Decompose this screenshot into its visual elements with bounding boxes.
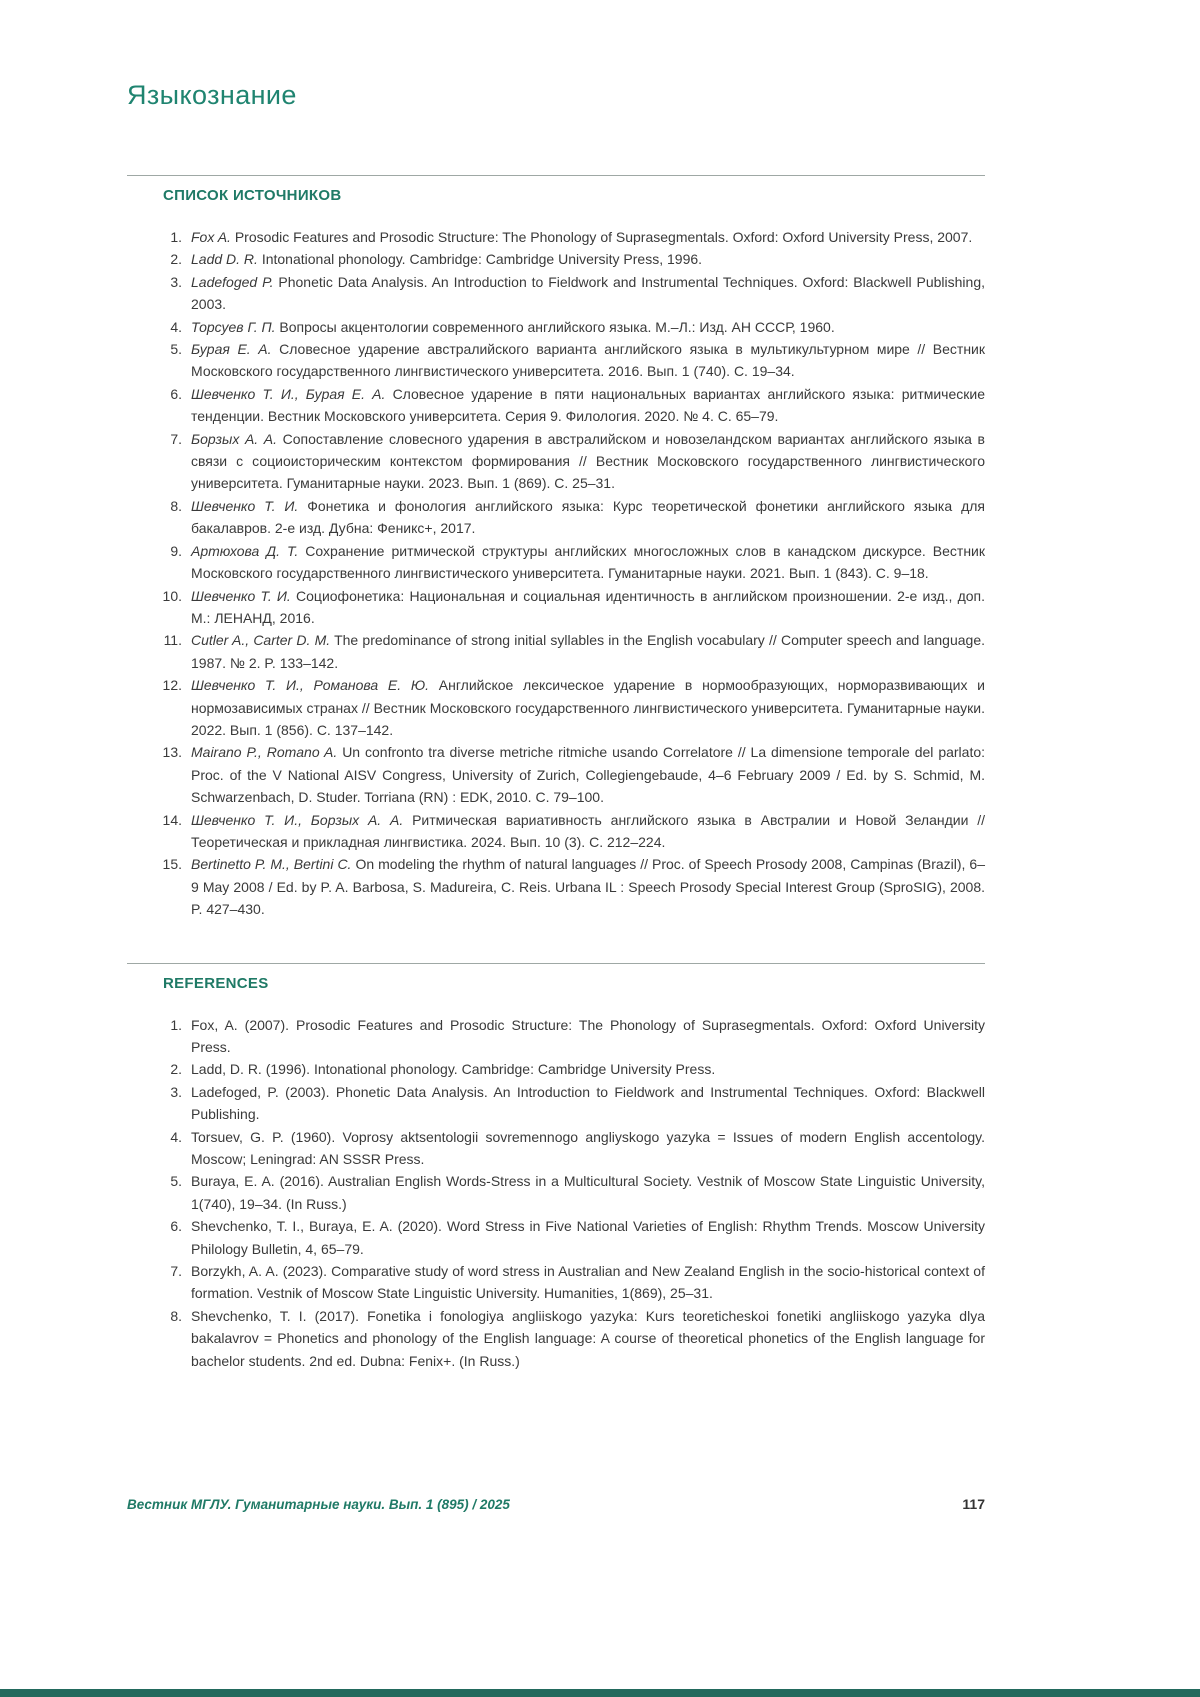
reference-authors: Шевченко Т. И., Борзых А. А. (191, 811, 404, 828)
reference-item (127, 674, 985, 741)
reference-text (191, 271, 985, 316)
reference-item (127, 1215, 985, 1260)
reference-authors: Артюхова Д. Т. (191, 542, 299, 559)
reference-item (127, 629, 985, 674)
reference-text (191, 428, 985, 495)
sources-list (127, 226, 985, 921)
reference-body: Сопоставление словесного ударения в австралийском и новозеландском вариантах английского языка в связи с социоисторическим контекстом формирования // Вестник Московского государственного лингвистического университета. Гуманитарные науки. 2023. Вып. 1 (869). С. 25–31. (191, 430, 985, 492)
reference-item (127, 741, 985, 808)
reference-number: 8. (170, 497, 182, 514)
reference-item (127, 1305, 985, 1372)
reference-authors: Бурая Е. А. (191, 341, 272, 358)
reference-number: 14. (162, 811, 182, 828)
reference-number: 1. (170, 229, 182, 245)
reference-body: Borzykh, A. A. (2023). Comparative study of word stress in Australian and New Zealand English in the socio-historical context of formation. Vestnik of Moscow State Linguistic University. Humanities, 1(869), 25–31. (191, 1263, 985, 1302)
reference-body: Prosodic Features and Prosodic Structure: The Phonology of Suprasegmentals. Oxford: Oxford University Press, 2007. (234, 229, 973, 245)
running-head: Языкознание (127, 80, 297, 110)
reference-body: Intonational phonology. Cambridge: Cambridge University Press, 1996. (261, 251, 703, 268)
reference-body: Buraya, E. A. (2016). Australian English Words-Stress in a Multicultural Society. Vestnik of Moscow State Linguistic University, 1(740), 19–34. (In Russ.) (191, 1173, 985, 1212)
reference-authors: Bertinetto P. M., Bertini C. (191, 856, 352, 873)
reference-text (191, 853, 985, 920)
reference-body: Фонетика и фонология английского языка: Курс теоретической фонетики английского языка для бакалавров. 2-е изд. Дубна: Феникс+, 2017. (191, 497, 986, 537)
reference-text (191, 226, 985, 248)
reference-authors: Шевченко Т. И., Романова Е. Ю. (191, 677, 430, 694)
reference-body: Английское лексическое ударение в нормообразующих, норморазвивающих и нормозависимых странах // Вестник Московского государственного лингвистического университета. Гуманитарные науки. 2022. Вып. 1 (856). С. 137–142. (191, 677, 985, 738)
sources-title: СПИСОК ИСТОЧНИКОВ (163, 187, 342, 204)
reference-text (191, 248, 985, 270)
reference-number: 13. (162, 744, 182, 761)
reference-item (127, 383, 985, 428)
reference-body: Fox, A. (2007). Prosodic Features and Prosodic Structure: The Phonology of Suprasegmentals. Oxford: Oxford University Press. (191, 1016, 985, 1055)
reference-item (127, 495, 985, 540)
reference-authors: Шевченко Т. И. (191, 497, 299, 514)
reference-number: 7. (170, 1263, 182, 1280)
page-content (127, 0, 985, 1372)
reference-item (127, 316, 985, 338)
reference-authors: Борзых А. А. (191, 430, 278, 447)
reference-number: 6. (170, 385, 182, 402)
reference-text (191, 383, 985, 428)
reference-item (127, 271, 985, 316)
reference-item (127, 1126, 985, 1171)
reference-text (191, 585, 985, 630)
reference-item (127, 226, 985, 248)
reference-item (127, 248, 985, 270)
reference-authors: Fox A. (191, 229, 231, 245)
reference-text (191, 316, 985, 338)
reference-item (127, 853, 985, 920)
reference-text (191, 629, 985, 674)
reference-body: The predominance of strong initial syllables in the English vocabulary // Computer speech and language. 1987. № 2. P. 133–142. (191, 632, 985, 671)
sources-section (127, 175, 985, 921)
reference-item (127, 540, 985, 585)
reference-body: Un confronto tra diverse metriche ritmiche usando Correlatore // La dimensione temporale del parlato: Proc. of the V National AISV Congress, University of Zurich, Collegiengebaude, 4–6 February 2009 / Ed. by S. Schmid, M. Schwarzenbach, D. Studer. Torriana (RN) : EDK, 2010. C. 79–100. (191, 744, 986, 806)
reference-authors: Ladd D. R. (191, 251, 258, 268)
reference-number: 4. (170, 1128, 182, 1145)
reference-body: Shevchenko, T. I., Buraya, E. A. (2020). Word Stress in Five National Varieties of English: Rhythm Trends. Moscow University Philology Bulletin, 4, 65–79. (191, 1218, 985, 1257)
reference-item (127, 338, 985, 383)
reference-body: Сохранение ритмической структуры английских многосложных слов в канадском дискурсе. Вестник Московского государственного лингвистического университета. Гуманитарные науки. 2021. Вып. 1 (843). С. 9–18. (191, 542, 985, 582)
reference-number: 10. (162, 587, 182, 604)
reference-number: 5. (170, 1173, 182, 1190)
references-list (127, 1014, 985, 1373)
reference-number: 3. (170, 1083, 182, 1100)
reference-item (127, 1058, 985, 1080)
references-section (127, 963, 985, 1373)
reference-number: 4. (170, 318, 182, 335)
bottom-accent-bar (0, 1689, 1200, 1697)
reference-body: Словесное ударение австралийского варианта английского языка в мультикультурном мире // Вестник Московского государственного лингвистического университета. 2016. Вып. 1 (740). С. 19–34. (191, 341, 986, 380)
section-divider (127, 175, 985, 176)
footer-page-number: 117 (962, 1496, 985, 1512)
reference-body: On modeling the rhythm of natural languages // Proc. of Speech Prosody 2008, Campinas (Brazil), 6–9 May 2008 / Ed. by P. A. Barbosa, S. Madureira, C. Reis. Urbana IL : Speech Prosody Special Interest Group (SproSIG), 2008. P. 427–430. (191, 856, 986, 918)
reference-authors: Шевченко Т. И. (191, 587, 291, 604)
reference-number: 9. (170, 542, 182, 559)
reference-body: Социофонетика: Национальная и социальная идентичность в английском произношении. 2-е изд., доп. М.: ЛЕНАНД, 2016. (191, 587, 985, 626)
reference-body: Torsuev, G. P. (1960). Voprosy aktsentologii sovremennogo angliyskogo yazyka = Issues of modern English accentology. Moscow; Leningrad: AN SSSR Press. (191, 1128, 985, 1168)
reference-authors: Шевченко Т. И., Бурая Е. А. (191, 385, 386, 402)
reference-number: 3. (170, 273, 182, 290)
footer-journal-title: Вестник МГЛУ. Гуманитарные науки. Вып. 1 (895) / 2025 (127, 1497, 510, 1512)
reference-item (127, 1081, 985, 1126)
reference-number: 7. (170, 430, 182, 447)
references-title: REFERENCES (163, 974, 269, 992)
reference-number: 11. (163, 632, 182, 649)
reference-body: Словесное ударение в пяти национальных вариантах английского языка: ритмические тенденции. Вестник Московского университета. Серия 9. Филология. 2020. № 4. С. 65–79. (191, 385, 985, 425)
reference-body: Ритмическая вариативность английского языка в Австралии и Новой Зеландии // Теоретическая и прикладная лингвистика. 2024. Вып. 10 (3). С. 212–224. (191, 811, 986, 850)
reference-item (127, 428, 985, 495)
reference-authors: Ladefoged P. (191, 273, 274, 290)
reference-number: 8. (170, 1307, 182, 1324)
reference-number: 2. (170, 251, 182, 268)
reference-number: 2. (170, 1061, 182, 1078)
reference-text (191, 540, 985, 585)
reference-authors: Mairano P., Romano A. (191, 744, 338, 761)
reference-item (127, 809, 985, 854)
reference-body: Ladefoged, P. (2003). Phonetic Data Analysis. An Introduction to Fieldwork and Instrumental Techniques. Oxford: Blackwell Publishing. (191, 1083, 985, 1123)
reference-authors: Торсуев Г. П. (191, 318, 276, 335)
reference-number: 12. (162, 677, 182, 694)
reference-item (127, 1170, 985, 1215)
reference-authors: Cutler A., Carter D. M. (191, 632, 331, 649)
reference-text (191, 495, 985, 540)
reference-body: Вопросы акцентологии современного английского языка. М.–Л.: Изд. АН СССР, 1960. (279, 318, 835, 335)
reference-text (191, 338, 985, 383)
reference-item (127, 1014, 985, 1059)
reference-body: Phonetic Data Analysis. An Introduction to Fieldwork and Instrumental Techniques. Oxford: Blackwell Publishing, 2003. (191, 273, 986, 313)
reference-number: 5. (170, 341, 182, 358)
reference-text (191, 674, 985, 741)
reference-item (127, 585, 985, 630)
reference-number: 1. (170, 1016, 182, 1033)
reference-text (191, 809, 985, 854)
reference-text (191, 741, 985, 808)
reference-number: 15. (162, 856, 182, 873)
page-footer (127, 1496, 985, 1512)
reference-number: 6. (170, 1218, 182, 1235)
reference-item (127, 1260, 985, 1305)
reference-body: Shevchenko, T. I. (2017). Fonetika i fonologiya angliiskogo yazyka: Kurs teoreticheskoi fonetiki angliiskogo yazyka dlya bakalavrov = Phonetics and phonology of the English language: A course of theoretical phonetics of the English language for bachelor students. 2nd ed. Dubna: Fenix+. (In Russ.) (191, 1307, 985, 1369)
reference-body: Ladd, D. R. (1996). Intonational phonology. Cambridge: Cambridge University Press. (191, 1061, 716, 1078)
section-divider (127, 963, 985, 964)
